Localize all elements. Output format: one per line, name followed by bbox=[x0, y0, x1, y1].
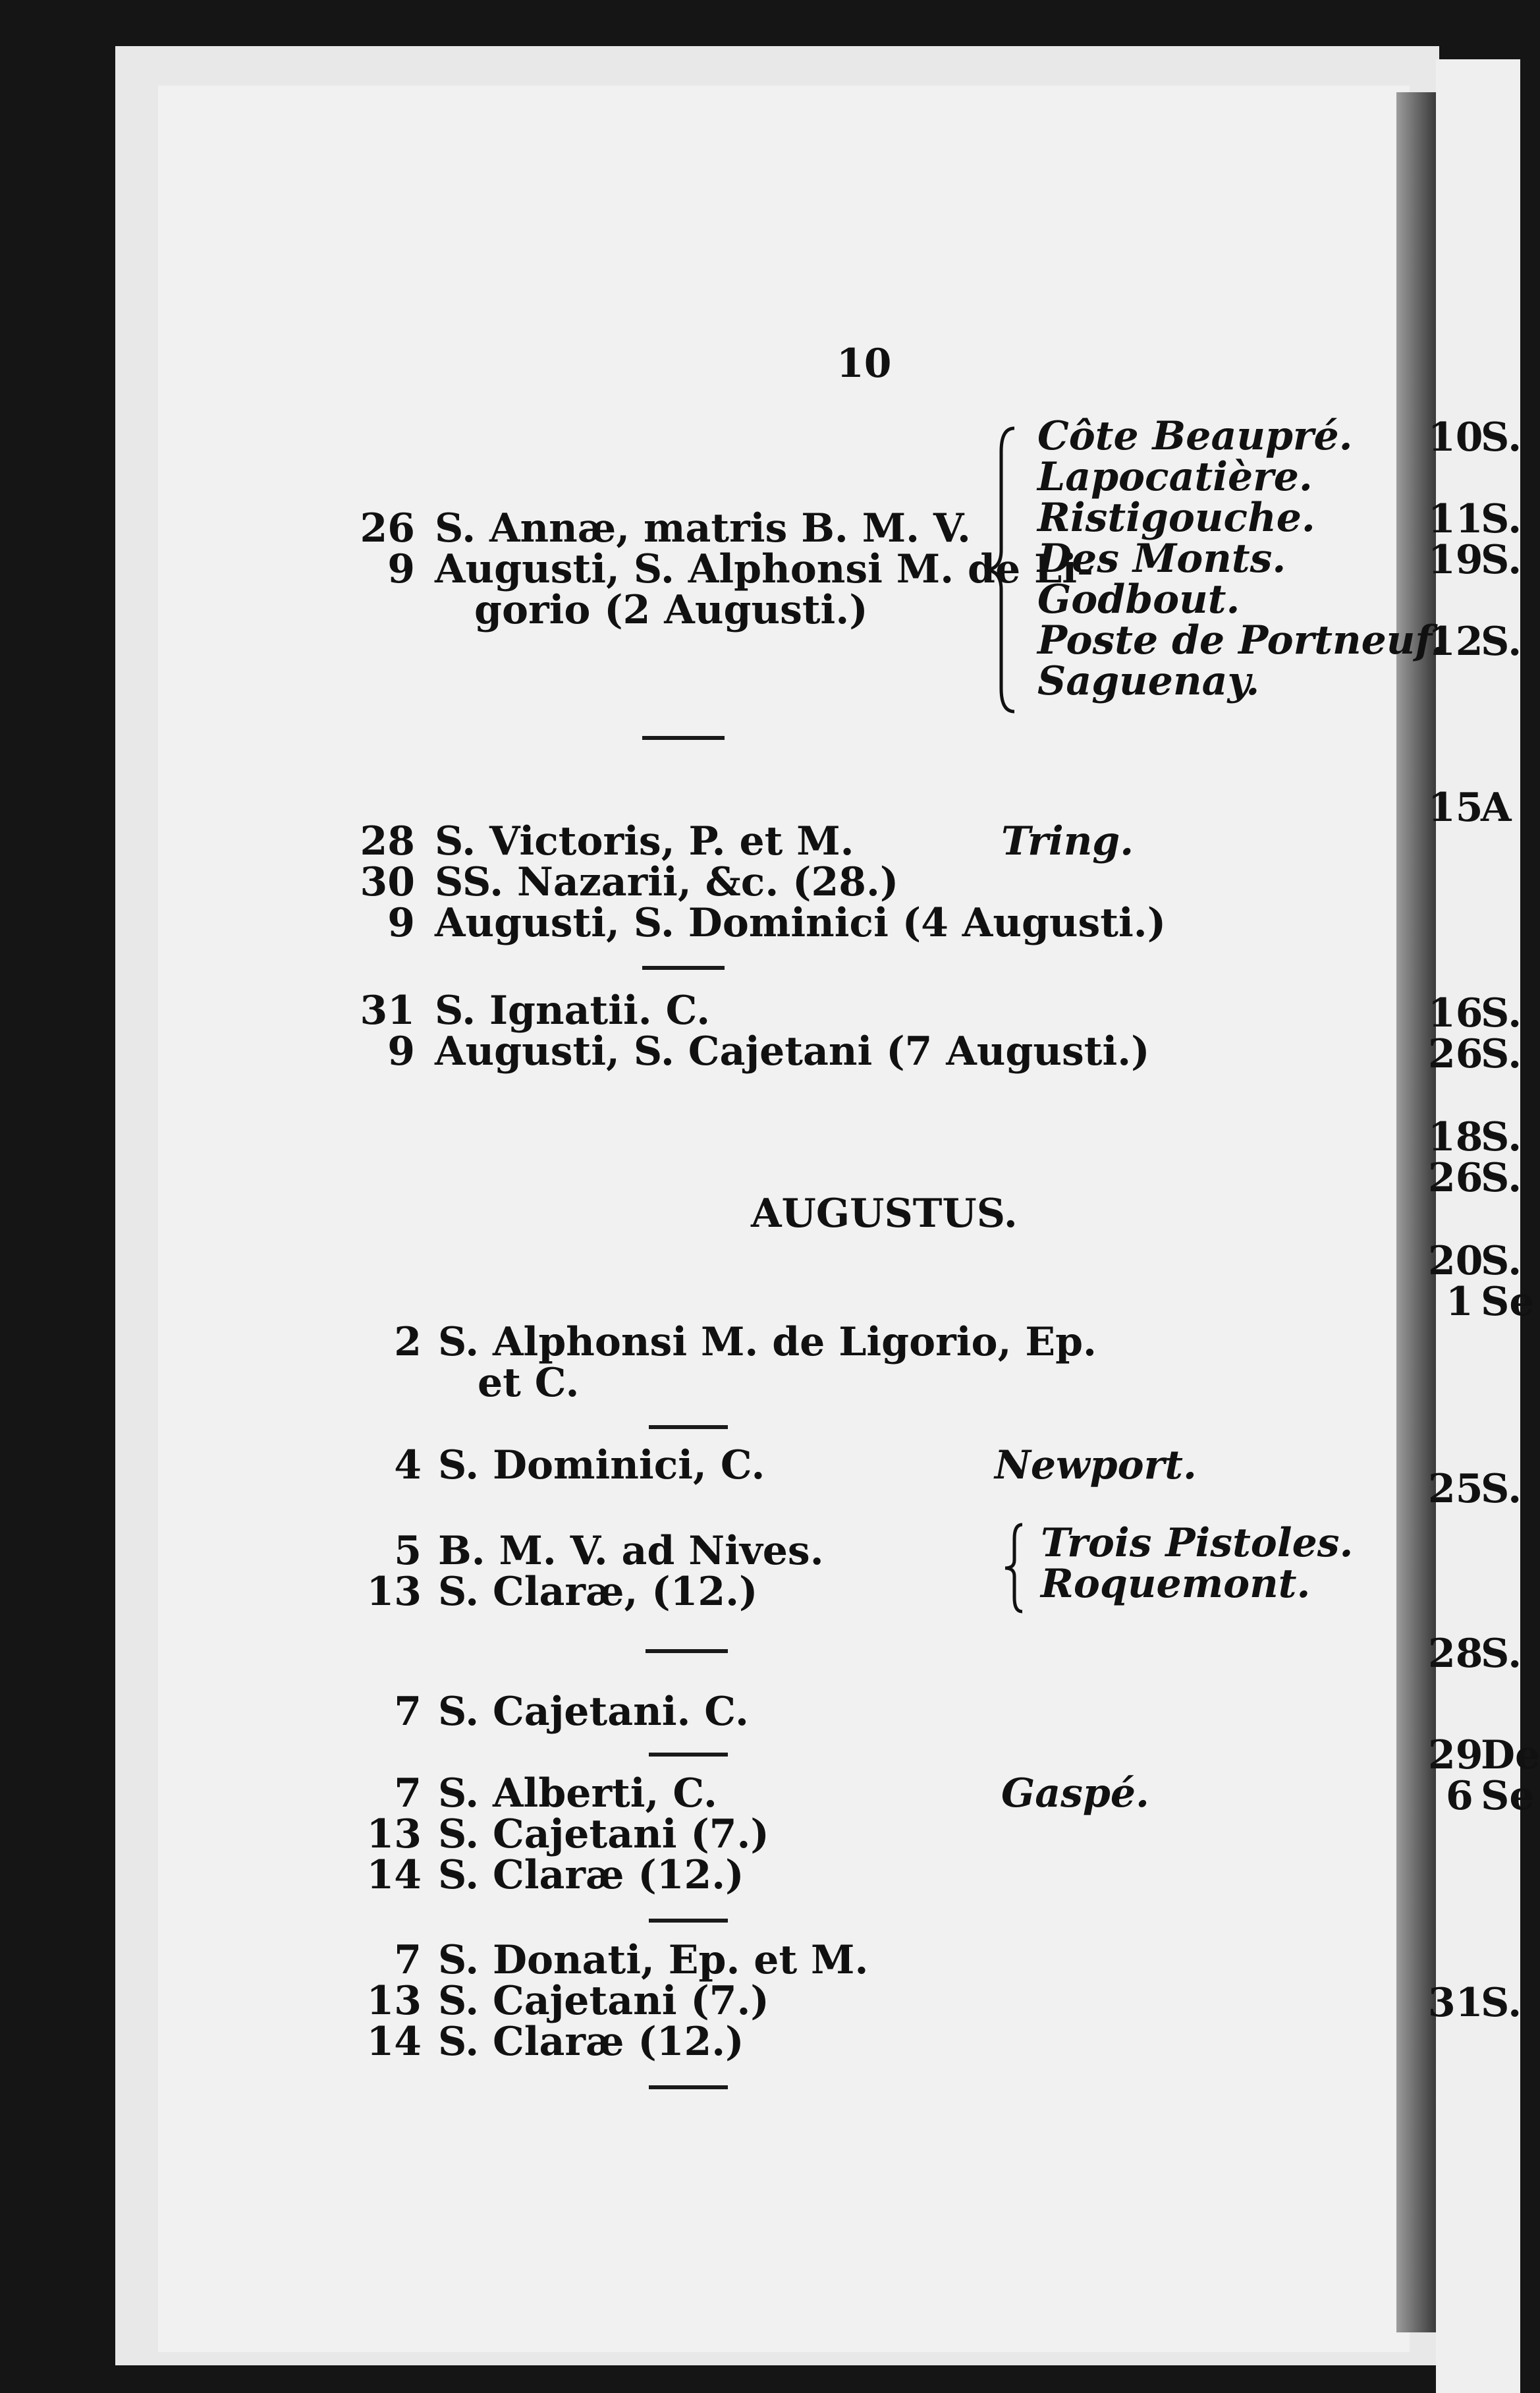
facing-text: S. bbox=[1481, 1466, 1522, 1512]
entry-text: S. Claræ, (12.) bbox=[438, 1569, 758, 1615]
place-name: Newport. bbox=[995, 1442, 1197, 1488]
entry-text: S. Cajetani. C. bbox=[438, 1689, 749, 1735]
facing-text: S. bbox=[1481, 1031, 1522, 1077]
day-number: 5 bbox=[394, 1528, 422, 1574]
separator-rule bbox=[642, 966, 725, 970]
separator-rule bbox=[646, 1649, 728, 1653]
day-number: 7 bbox=[394, 1770, 422, 1816]
place-name: Gaspé. bbox=[1001, 1770, 1149, 1816]
facing-day: 10 bbox=[1428, 414, 1483, 461]
entry-text: S. Alphonsi M. de Ligorio, Ep. bbox=[438, 1319, 1097, 1365]
facing-day: 6 bbox=[1446, 1773, 1473, 1819]
day-number: 9 bbox=[387, 546, 415, 592]
entry-text: S. Dominici, C. bbox=[438, 1442, 765, 1488]
facing-day: 19 bbox=[1428, 537, 1483, 583]
section-heading: AUGUSTUS. bbox=[751, 1191, 1018, 1237]
place-name: Lapocatière. bbox=[1037, 454, 1313, 500]
facing-text: S. bbox=[1481, 990, 1522, 1036]
entry-text: S. Claræ (12.) bbox=[438, 2019, 744, 2065]
entry-text: S. Ignatii. C. bbox=[435, 988, 711, 1034]
facing-day: 16 bbox=[1428, 990, 1483, 1036]
place-name: Saguenay. bbox=[1037, 658, 1260, 704]
day-number: 31 bbox=[360, 988, 415, 1034]
separator-rule bbox=[649, 2085, 728, 2089]
facing-text: S. bbox=[1481, 414, 1522, 461]
day-number: 9 bbox=[387, 900, 415, 946]
entry-text: S. Donati, Ep. et M. bbox=[438, 1937, 869, 1983]
facing-text: S. bbox=[1481, 537, 1522, 583]
place-name: Godbout. bbox=[1037, 577, 1240, 623]
place-name: Poste de Portneuf. bbox=[1037, 617, 1444, 663]
facing-day: 18 bbox=[1428, 1114, 1483, 1160]
day-number: 7 bbox=[394, 1937, 422, 1983]
facing-day: 12 bbox=[1428, 619, 1483, 665]
day-number: 14 bbox=[366, 1852, 422, 1898]
facing-day: 11 bbox=[1428, 496, 1483, 542]
facing-text: S. bbox=[1481, 1155, 1522, 1201]
entry-text: S. Cajetani (7.) bbox=[438, 1978, 769, 2024]
facing-day: 28 bbox=[1428, 1631, 1483, 1677]
facing-text: De bbox=[1481, 1732, 1540, 1778]
day-number: 7 bbox=[394, 1689, 422, 1735]
day-number: 13 bbox=[366, 1569, 422, 1615]
facing-page bbox=[1436, 59, 1520, 2393]
facing-text: S. bbox=[1481, 619, 1522, 665]
day-number: 9 bbox=[387, 1028, 415, 1075]
left-curly-brace bbox=[981, 425, 1021, 715]
facing-text: S. bbox=[1481, 1631, 1522, 1677]
place-name: Tring. bbox=[1001, 818, 1134, 864]
facing-day: 15 bbox=[1428, 785, 1483, 831]
separator-rule bbox=[642, 736, 725, 740]
entry-text: S. Annæ, matris B. M. V. bbox=[435, 505, 971, 551]
place-name: Des Monts. bbox=[1037, 536, 1286, 582]
facing-text: Se bbox=[1481, 1773, 1535, 1819]
facing-text: S. bbox=[1481, 496, 1522, 542]
day-number: 14 bbox=[366, 2019, 422, 2065]
day-number: 30 bbox=[360, 859, 415, 905]
entry-text: S. Claræ (12.) bbox=[438, 1852, 744, 1898]
separator-rule bbox=[649, 1753, 728, 1757]
day-number: 2 bbox=[394, 1319, 422, 1365]
facing-day: 26 bbox=[1428, 1155, 1483, 1201]
facing-text: S. bbox=[1481, 1114, 1522, 1160]
day-number: 13 bbox=[366, 1978, 422, 2024]
entry-text: SS. Nazarii, &c. (28.) bbox=[435, 859, 899, 905]
entry-text: Augusti, S. Dominici (4 Augusti.) bbox=[435, 900, 1167, 946]
separator-rule bbox=[649, 1919, 728, 1923]
facing-day: 31 bbox=[1428, 1980, 1483, 2026]
entry-text: S. Alberti, C. bbox=[438, 1770, 717, 1816]
place-name: Ristigouche. bbox=[1037, 495, 1315, 541]
separator-rule bbox=[649, 1425, 728, 1429]
facing-day: 26 bbox=[1428, 1031, 1483, 1077]
entry-text: et C. bbox=[478, 1360, 580, 1406]
facing-day: 20 bbox=[1428, 1238, 1483, 1284]
entry-text: Augusti, S. Cajetani (7 Augusti.) bbox=[435, 1028, 1150, 1075]
entry-text: S. Victoris, P. et M. bbox=[435, 818, 854, 864]
facing-day: 1 bbox=[1446, 1279, 1473, 1325]
entry-text: Augusti, S. Alphonsi M. de Li- bbox=[435, 546, 1093, 592]
place-name: Côte Beaupré. bbox=[1037, 413, 1353, 459]
entry-text: S. Cajetani (7.) bbox=[438, 1811, 769, 1857]
facing-text: A bbox=[1481, 785, 1512, 831]
day-number: 13 bbox=[366, 1811, 422, 1857]
place-name: Trois Pistoles. bbox=[1041, 1520, 1354, 1566]
day-number: 26 bbox=[360, 505, 415, 551]
facing-text: S. bbox=[1481, 1238, 1522, 1284]
entry-text: B. M. V. ad Nives. bbox=[438, 1528, 824, 1574]
facing-text: S. bbox=[1481, 1980, 1522, 2026]
facing-text: Se bbox=[1481, 1279, 1535, 1325]
page-number: 10 bbox=[837, 341, 892, 387]
left-curly-brace bbox=[1001, 1522, 1028, 1614]
entry-text: gorio (2 Augusti.) bbox=[474, 587, 868, 633]
day-number: 4 bbox=[394, 1442, 422, 1488]
day-number: 28 bbox=[360, 818, 415, 864]
facing-day: 25 bbox=[1428, 1466, 1483, 1512]
place-name: Roquemont. bbox=[1041, 1561, 1311, 1607]
facing-day: 29 bbox=[1428, 1732, 1483, 1778]
